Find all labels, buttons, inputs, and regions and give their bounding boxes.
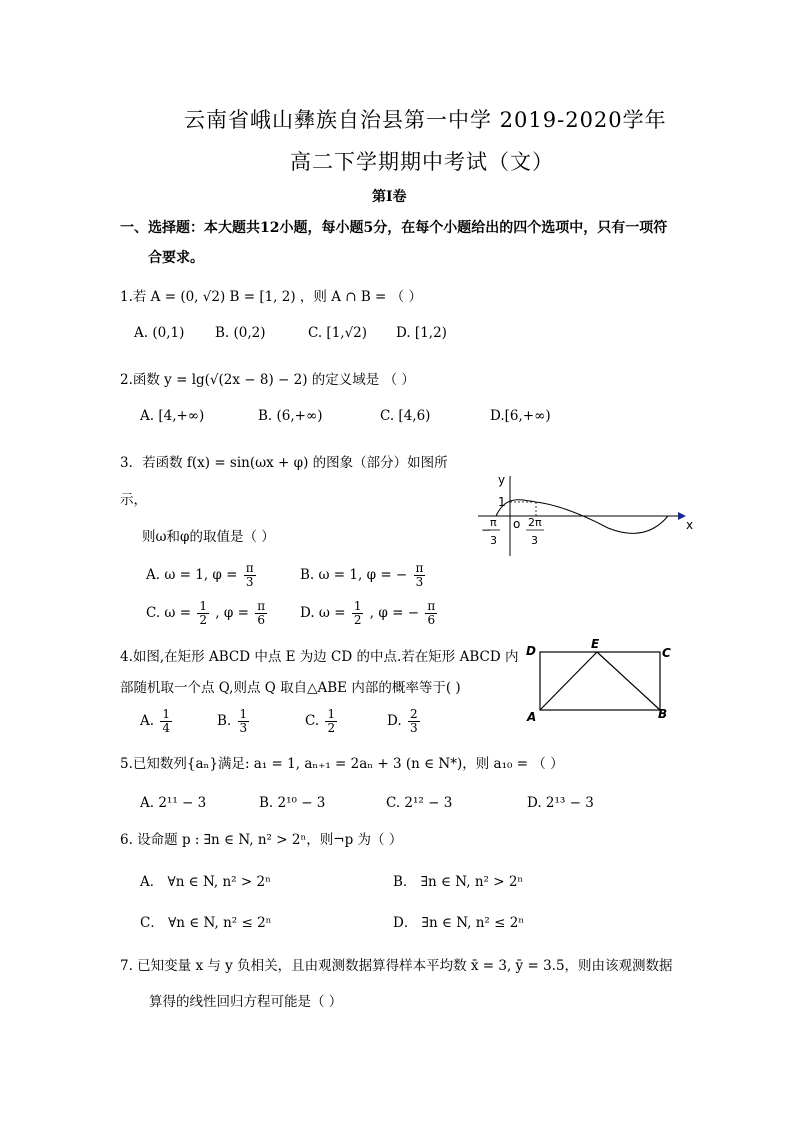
q4-stem-line2: 部随机取一个点 Q,则点 Q 取自△ABE 内部的概率等于( ) — [120, 680, 461, 696]
q2-option-d: D.[6,+∞) — [490, 408, 551, 424]
q5-option-c: C. 2¹² − 3 — [386, 795, 453, 811]
q4-option-b-label: B. — [217, 713, 232, 729]
q3-option-d-mid: , φ = − — [369, 605, 420, 621]
q1-option-b: B. (0,2) — [215, 325, 266, 341]
graph-left-num: π — [490, 516, 497, 529]
q4-option-c — [305, 708, 339, 735]
label-d: D — [526, 644, 536, 658]
q3-stem-line2: 示， — [120, 492, 147, 508]
q4-option-d — [387, 708, 422, 735]
section-heading-line2: 合要求。 — [148, 250, 204, 266]
q1-option-d: D. [1,2) — [396, 325, 447, 341]
q2-option-c: C. [4,6) — [380, 408, 431, 424]
segment-ae — [540, 652, 597, 710]
q4-option-a-label: A. — [140, 713, 155, 729]
graph-y-label: y — [498, 473, 506, 487]
volume-label: 第Ⅰ卷 — [372, 189, 407, 205]
rect-abcd — [540, 652, 660, 710]
q6-option-c: C． ∀n ∈ N, n² ≤ 2ⁿ — [140, 915, 272, 931]
q3-option-a — [146, 562, 258, 589]
q3-option-d-phi-fraction: $\frac{\pi}{6}$ — [427, 599, 436, 627]
q4-option-c-fraction: $\frac{1}{2}$ — [327, 707, 336, 735]
graph-x-label: x — [686, 518, 694, 532]
q3-option-d-omega-fraction: $\frac{1}{2}$ — [353, 599, 362, 627]
q3-option-d-text: D. ω = — [300, 605, 346, 621]
q4-option-d-label: D. — [387, 713, 402, 729]
q3-option-c-text: C. ω = — [146, 605, 192, 621]
q7-stem-line2: 算得的线性回归方程可能是（ ） — [149, 994, 343, 1010]
q3-option-c — [146, 600, 269, 627]
q7-stem-line1: 7. 已知变量 x 与 y 负相关，且由观测数据算得样本平均数 x̄ = 3, ȳ = 3.5，则由该观测数据 — [120, 958, 673, 974]
q6-option-a: A． ∀n ∈ N, n² > 2ⁿ — [140, 874, 271, 890]
q3-option-b-fraction: $\frac{\pi}{3}$ — [415, 561, 424, 589]
label-e: E — [591, 638, 600, 651]
q3-option-b — [300, 562, 427, 589]
q3-option-c-phi-fraction: $\frac{\pi}{6}$ — [257, 599, 266, 627]
q2-stem: 2.函数 y = lg(√(2x − 8) − 2) 的定义域是 （ ） — [120, 372, 415, 388]
q3-option-a-fraction: $\frac{\pi}{3}$ — [245, 561, 254, 589]
q4-option-a-fraction: $\frac{1}{4}$ — [162, 707, 170, 735]
graph-sine-curve — [496, 500, 668, 534]
q4-option-a — [140, 708, 174, 735]
label-c: C — [662, 646, 671, 660]
q6-option-d: D． ∃n ∈ N, n² ≤ 2ⁿ — [393, 915, 525, 931]
q2-option-a: A. [4,+∞) — [140, 408, 205, 424]
section-heading-line1: 一、选择题：本大题共12小题，每小题5分，在每个小题给出的四个选项中，只有一项符 — [120, 220, 668, 236]
q6-stem: 6. 设命题 p : ∃n ∈ N, n² > 2ⁿ，则¬p 为（ ） — [120, 832, 403, 848]
q3-option-c-omega-fraction: $\frac{1}{2}$ — [199, 599, 207, 627]
q4-option-b — [217, 708, 251, 735]
graph-x-arrow — [678, 512, 686, 520]
label-a: A — [527, 710, 537, 724]
q1-option-c: C. [1,√2) — [308, 325, 368, 341]
q3-option-c-mid: , φ = — [215, 605, 249, 621]
graph-left-den: 3 — [490, 534, 497, 547]
q3-option-a-text: A. ω = 1, φ = — [146, 567, 238, 583]
q2-option-b: B. (6,+∞) — [258, 408, 323, 424]
q3-option-b-text: B. ω = 1, φ = − — [300, 567, 408, 583]
graph-one-label: 1 — [498, 495, 506, 509]
graph-right-num: 2π — [528, 516, 542, 529]
graph-left-minus: − — [481, 523, 492, 537]
graph-right-den: 3 — [531, 534, 538, 547]
q4-option-d-fraction: $\frac{2}{3}$ — [409, 707, 418, 735]
q4-option-c-label: C. — [305, 713, 320, 729]
segment-be — [597, 652, 660, 710]
exam-title-line2: 高二下学期期中考试（文） — [290, 150, 554, 174]
q1-stem: 1.若 A = (0, √2) B = [1, 2) ，则 A ∩ B = （ ） — [120, 289, 422, 305]
q4-option-b-fraction: $\frac{1}{3}$ — [239, 707, 248, 735]
graph-origin-label: o — [513, 517, 521, 531]
q3-option-d — [300, 600, 439, 627]
q4-rectangle-figure — [524, 638, 674, 728]
q5-option-d: D. 2¹³ − 3 — [527, 795, 594, 811]
q5-stem: 5.已知数列{aₙ}满足: a₁ = 1, aₙ₊₁ = 2aₙ + 3 (n ∈ N*)，则 a₁₀ = （ ） — [120, 756, 564, 772]
q3-stem-line1: 3．若函数 f(x) = sin(ωx + φ) 的图象（部分）如图所 — [120, 455, 448, 471]
q5-option-a: A. 2¹¹ − 3 — [140, 795, 207, 811]
q3-sine-graph — [478, 472, 703, 562]
q6-option-b: B． ∃n ∈ N, n² > 2ⁿ — [393, 874, 524, 890]
exam-title-line1: 云南省峨山彝族自治县第一中学 2019-2020学年 — [184, 108, 667, 132]
q1-option-a: A. (0,1) — [134, 325, 185, 341]
label-b: B — [658, 707, 668, 721]
q3-stem-line3: 则ω和φ的取值是（ ） — [142, 529, 275, 545]
q4-stem-line1: 4.如图,在矩形 ABCD 中点 E 为边 CD 的中点.若在矩形 ABCD 内 — [120, 649, 519, 665]
q5-option-b: B. 2¹⁰ − 3 — [259, 795, 326, 811]
